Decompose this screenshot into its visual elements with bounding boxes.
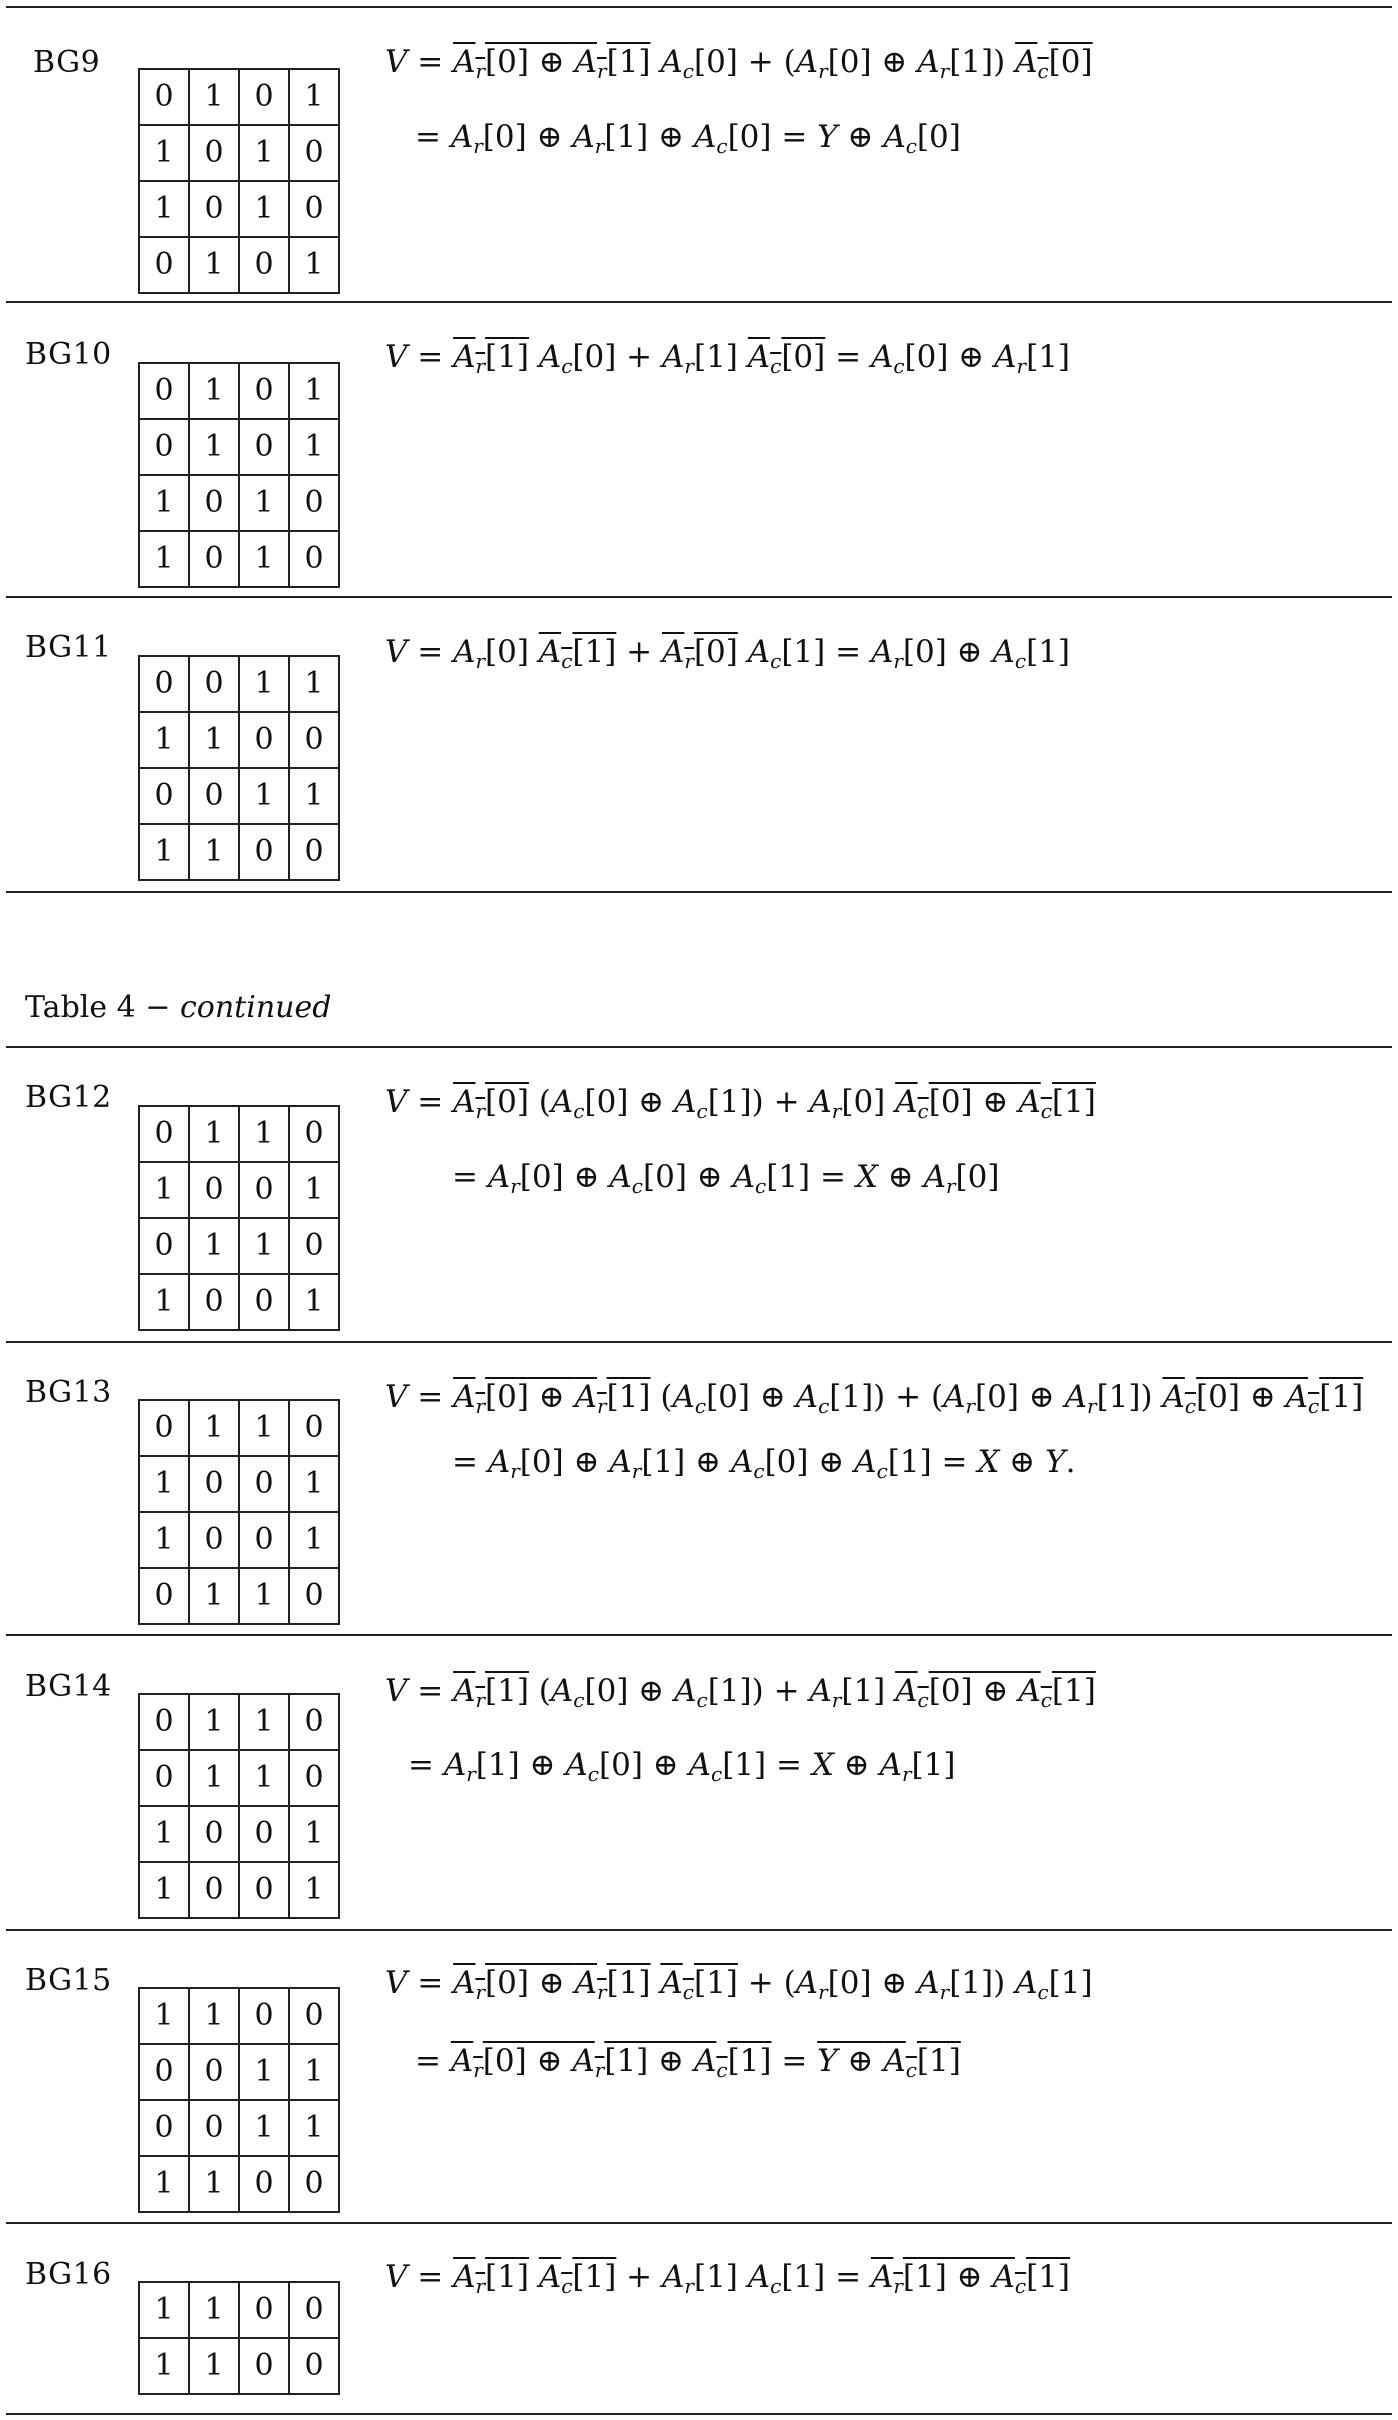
grid-row bbox=[139, 69, 339, 125]
table-rule bbox=[6, 301, 1392, 303]
grid-cell: 1 bbox=[289, 2044, 339, 2100]
grid-cell: 1 bbox=[139, 475, 189, 531]
truth-grid bbox=[138, 68, 340, 294]
grid-row bbox=[139, 363, 339, 419]
grid-cell: 0 bbox=[139, 656, 189, 712]
grid-cell: 0 bbox=[289, 1106, 339, 1162]
caption-dash: − bbox=[145, 990, 171, 1025]
grid-cell: 0 bbox=[289, 1694, 339, 1750]
grid-cell: 0 bbox=[189, 1162, 239, 1218]
grid-cell: 0 bbox=[189, 2100, 239, 2156]
grid-row bbox=[139, 2338, 339, 2394]
grid-row bbox=[139, 419, 339, 475]
grid-cell: 1 bbox=[239, 2044, 289, 2100]
grid-row bbox=[139, 181, 339, 237]
grid-cell: 0 bbox=[289, 2338, 339, 2394]
equation-line: = $A_r[0]$ ⊕ $A_r[1]$ ⊕ $A_c[1] = Y$ ⊕ $A_c[1]$ bbox=[415, 2043, 961, 2082]
grid-cell: 0 bbox=[289, 1218, 339, 1274]
grid-cell: 0 bbox=[139, 768, 189, 824]
grid-cell: 1 bbox=[239, 125, 289, 181]
grid-cell: 0 bbox=[139, 1750, 189, 1806]
grid-cell: 1 bbox=[239, 475, 289, 531]
grid-cell: 0 bbox=[289, 712, 339, 768]
grid-cell: 1 bbox=[139, 125, 189, 181]
grid-cell: 1 bbox=[289, 1456, 339, 1512]
grid-cell: 1 bbox=[189, 2338, 239, 2394]
grid-cell: 1 bbox=[139, 1162, 189, 1218]
grid-row bbox=[139, 2282, 339, 2338]
equation-line: = $A_r[0]$ ⊕ $A_c[0]$ ⊕ $A_c[1] = X$ ⊕ $A_r[0]$ bbox=[452, 1159, 1000, 1198]
grid-cell: 1 bbox=[239, 1694, 289, 1750]
grid-cell: 1 bbox=[189, 363, 239, 419]
grid-cell: 0 bbox=[289, 1568, 339, 1624]
grid-cell: 0 bbox=[289, 2282, 339, 2338]
grid-cell: 1 bbox=[189, 1750, 239, 1806]
grid-cell: 0 bbox=[189, 1806, 239, 1862]
grid-row bbox=[139, 1988, 339, 2044]
grid-cell: 0 bbox=[239, 2338, 289, 2394]
equation-line: $V = A_r[1]$ ($A_c[0]$ ⊕ $A_c[1]) + A_r[1]$ $A_c[0]$ ⊕ $A_c[1]$ bbox=[385, 1673, 1096, 1712]
grid-cell: 0 bbox=[289, 475, 339, 531]
table-rule-bottom bbox=[6, 2413, 1392, 2415]
grid-cell: 1 bbox=[289, 1274, 339, 1330]
grid-cell: 0 bbox=[139, 69, 189, 125]
grid-cell: 0 bbox=[239, 363, 289, 419]
grid-cell: 0 bbox=[239, 824, 289, 880]
grid-row bbox=[139, 1694, 339, 1750]
grid-cell: 0 bbox=[189, 1456, 239, 1512]
grid-cell: 1 bbox=[189, 1218, 239, 1274]
grid-row bbox=[139, 125, 339, 181]
grid-cell: 0 bbox=[139, 2044, 189, 2100]
grid-cell: 1 bbox=[289, 1162, 339, 1218]
truth-grid bbox=[138, 2281, 340, 2395]
grid-cell: 1 bbox=[139, 2282, 189, 2338]
row-label: BG9 bbox=[33, 45, 101, 80]
grid-cell: 1 bbox=[239, 531, 289, 587]
row-label: BG13 bbox=[25, 1375, 112, 1410]
grid-cell: 0 bbox=[189, 531, 239, 587]
grid-cell: 0 bbox=[289, 1400, 339, 1456]
grid-cell: 1 bbox=[239, 181, 289, 237]
grid-cell: 0 bbox=[239, 69, 289, 125]
grid-cell: 1 bbox=[289, 656, 339, 712]
grid-row bbox=[139, 1106, 339, 1162]
grid-cell: 1 bbox=[289, 1806, 339, 1862]
grid-row bbox=[139, 2100, 339, 2156]
equation-line: $V = A_r[1] A_c[1] + A_r[1] A_c[1] = A_r[1]$ ⊕ $A_c[1]$ bbox=[385, 2259, 1071, 2298]
grid-cell: 0 bbox=[239, 1162, 289, 1218]
grid-cell: 0 bbox=[239, 1862, 289, 1918]
equation-line: $V = A_r[1] A_c[0] + A_r[1] A_c[0] = A_c[0]$ ⊕ $A_r[1]$ bbox=[385, 339, 1071, 378]
grid-cell: 0 bbox=[239, 1988, 289, 2044]
grid-cell: 1 bbox=[239, 1568, 289, 1624]
table-rule bbox=[6, 1929, 1392, 1931]
caption-continued: continued bbox=[179, 990, 332, 1025]
equation-line: = $A_r[0]$ ⊕ $A_r[1]$ ⊕ $A_c[0]$ ⊕ $A_c[1] = X$ ⊕ Y. bbox=[452, 1444, 1076, 1483]
grid-cell: 1 bbox=[139, 1806, 189, 1862]
grid-cell: 0 bbox=[289, 2156, 339, 2212]
grid-cell: 0 bbox=[289, 1750, 339, 1806]
grid-row bbox=[139, 1862, 339, 1918]
row-label: BG10 bbox=[25, 337, 112, 372]
grid-cell: 0 bbox=[239, 712, 289, 768]
grid-cell: 0 bbox=[289, 1988, 339, 2044]
grid-row bbox=[139, 2044, 339, 2100]
grid-cell: 1 bbox=[189, 1568, 239, 1624]
grid-cell: 1 bbox=[189, 712, 239, 768]
grid-cell: 1 bbox=[239, 768, 289, 824]
row-label: BG11 bbox=[25, 630, 112, 665]
row-label: BG12 bbox=[25, 1080, 112, 1115]
grid-cell: 0 bbox=[139, 1106, 189, 1162]
grid-cell: 1 bbox=[239, 1750, 289, 1806]
grid-cell: 0 bbox=[139, 237, 189, 293]
grid-cell: 0 bbox=[239, 237, 289, 293]
grid-cell: 1 bbox=[189, 2156, 239, 2212]
table-rule bbox=[6, 596, 1392, 598]
grid-cell: 0 bbox=[189, 125, 239, 181]
grid-cell: 1 bbox=[289, 2100, 339, 2156]
grid-cell: 0 bbox=[289, 125, 339, 181]
grid-cell: 1 bbox=[239, 2100, 289, 2156]
grid-cell: 1 bbox=[239, 1106, 289, 1162]
grid-cell: 1 bbox=[139, 531, 189, 587]
table-rule bbox=[6, 2222, 1392, 2224]
grid-cell: 0 bbox=[139, 2100, 189, 2156]
grid-cell: 0 bbox=[289, 181, 339, 237]
grid-row bbox=[139, 1162, 339, 1218]
grid-cell: 1 bbox=[189, 2282, 239, 2338]
grid-row bbox=[139, 1456, 339, 1512]
truth-grid bbox=[138, 1693, 340, 1919]
truth-grid bbox=[138, 655, 340, 881]
grid-row bbox=[139, 656, 339, 712]
grid-cell: 0 bbox=[139, 1568, 189, 1624]
grid-cell: 1 bbox=[189, 1106, 239, 1162]
grid-cell: 0 bbox=[239, 419, 289, 475]
grid-cell: 0 bbox=[189, 475, 239, 531]
truth-grid bbox=[138, 1399, 340, 1625]
grid-cell: 1 bbox=[139, 1512, 189, 1568]
grid-row bbox=[139, 475, 339, 531]
grid-row bbox=[139, 1512, 339, 1568]
grid-cell: 1 bbox=[139, 1456, 189, 1512]
grid-cell: 1 bbox=[139, 1862, 189, 1918]
grid-cell: 1 bbox=[189, 237, 239, 293]
grid-cell: 0 bbox=[189, 1512, 239, 1568]
equation-line: = $A_r[1]$ ⊕ $A_c[0]$ ⊕ $A_c[1] = X$ ⊕ $A_r[1]$ bbox=[408, 1747, 956, 1786]
grid-cell: 0 bbox=[189, 181, 239, 237]
grid-row bbox=[139, 1218, 339, 1274]
truth-grid bbox=[138, 362, 340, 588]
grid-row bbox=[139, 531, 339, 587]
equation-line: $V = A_r[0]$ ⊕ $A_r[1]$ ($A_c[0]$ ⊕ $A_c[1]) + (A_r[0]$ ⊕ $A_r[1]$) $A_c[0]$ ⊕ $A_c[1]$ bbox=[385, 1379, 1364, 1418]
table-rule-top bbox=[6, 1046, 1392, 1048]
grid-cell: 1 bbox=[289, 237, 339, 293]
table-rule-top bbox=[6, 6, 1392, 8]
grid-cell: 0 bbox=[289, 824, 339, 880]
grid-cell: 1 bbox=[289, 363, 339, 419]
row-label: BG15 bbox=[25, 1963, 112, 1998]
grid-cell: 0 bbox=[239, 1274, 289, 1330]
grid-cell: 1 bbox=[139, 181, 189, 237]
table-rule bbox=[6, 1634, 1392, 1636]
grid-cell: 0 bbox=[239, 1806, 289, 1862]
grid-cell: 0 bbox=[189, 1274, 239, 1330]
grid-cell: 0 bbox=[239, 2282, 289, 2338]
truth-grid bbox=[138, 1987, 340, 2213]
equation-line: $V = A_r[0]$ ⊕ $A_r[1] A_c[1] + (A_r[0]$ ⊕ $A_r[1]$) $A_c[1]$ bbox=[385, 1965, 1093, 2004]
equation-line: $V = A_r[0]$ ⊕ $A_r[1] A_c[0] + (A_r[0]$ ⊕ $A_r[1]$) $A_c[0]$ bbox=[385, 44, 1093, 83]
equation-line: $V = A_r[0] A_c[1] + A_r[0] A_c[1] = A_r[0]$ ⊕ $A_c[1]$ bbox=[385, 634, 1071, 673]
grid-cell: 1 bbox=[139, 712, 189, 768]
grid-cell: 0 bbox=[139, 363, 189, 419]
grid-cell: 1 bbox=[139, 1988, 189, 2044]
grid-cell: 0 bbox=[139, 1218, 189, 1274]
grid-cell: 0 bbox=[139, 419, 189, 475]
grid-cell: 1 bbox=[189, 69, 239, 125]
grid-cell: 1 bbox=[189, 419, 239, 475]
grid-cell: 0 bbox=[239, 1512, 289, 1568]
grid-row bbox=[139, 1568, 339, 1624]
grid-cell: 1 bbox=[289, 768, 339, 824]
grid-row bbox=[139, 1750, 339, 1806]
grid-row bbox=[139, 2156, 339, 2212]
truth-grid bbox=[138, 1105, 340, 1331]
grid-row bbox=[139, 237, 339, 293]
grid-cell: 0 bbox=[189, 656, 239, 712]
grid-row bbox=[139, 768, 339, 824]
equation-line: = $A_r[0]$ ⊕ $A_r[1]$ ⊕ $A_c[0] = Y$ ⊕ $A_c[0]$ bbox=[415, 119, 961, 158]
grid-cell: 0 bbox=[139, 1694, 189, 1750]
grid-cell: 1 bbox=[189, 1400, 239, 1456]
table-caption bbox=[25, 990, 332, 1025]
grid-row bbox=[139, 1274, 339, 1330]
grid-cell: 0 bbox=[189, 1862, 239, 1918]
grid-cell: 1 bbox=[139, 1274, 189, 1330]
grid-cell: 1 bbox=[139, 2156, 189, 2212]
grid-cell: 0 bbox=[189, 768, 239, 824]
grid-cell: 1 bbox=[289, 1512, 339, 1568]
grid-cell: 1 bbox=[239, 1400, 289, 1456]
grid-cell: 1 bbox=[139, 2338, 189, 2394]
grid-cell: 1 bbox=[289, 69, 339, 125]
grid-cell: 0 bbox=[289, 531, 339, 587]
grid-cell: 1 bbox=[189, 1988, 239, 2044]
grid-cell: 1 bbox=[289, 419, 339, 475]
equation-line: $V = A_r[0]$ ($A_c[0]$ ⊕ $A_c[1]) + A_r[0]$ $A_c[0]$ ⊕ $A_c[1]$ bbox=[385, 1084, 1096, 1123]
grid-cell: 1 bbox=[189, 1694, 239, 1750]
grid-cell: 0 bbox=[239, 2156, 289, 2212]
grid-cell: 1 bbox=[289, 1862, 339, 1918]
grid-cell: 0 bbox=[189, 2044, 239, 2100]
grid-cell: 1 bbox=[139, 824, 189, 880]
grid-row bbox=[139, 1400, 339, 1456]
grid-row bbox=[139, 1806, 339, 1862]
grid-cell: 1 bbox=[189, 824, 239, 880]
row-label: BG14 bbox=[25, 1669, 112, 1704]
grid-cell: 0 bbox=[239, 1456, 289, 1512]
grid-row bbox=[139, 824, 339, 880]
table-rule-bottom bbox=[6, 891, 1392, 893]
grid-row bbox=[139, 712, 339, 768]
row-label: BG16 bbox=[25, 2257, 112, 2292]
table-rule bbox=[6, 1341, 1392, 1343]
caption-table: Table 4 bbox=[25, 990, 136, 1025]
grid-cell: 0 bbox=[139, 1400, 189, 1456]
grid-cell: 1 bbox=[239, 1218, 289, 1274]
grid-cell: 1 bbox=[239, 656, 289, 712]
